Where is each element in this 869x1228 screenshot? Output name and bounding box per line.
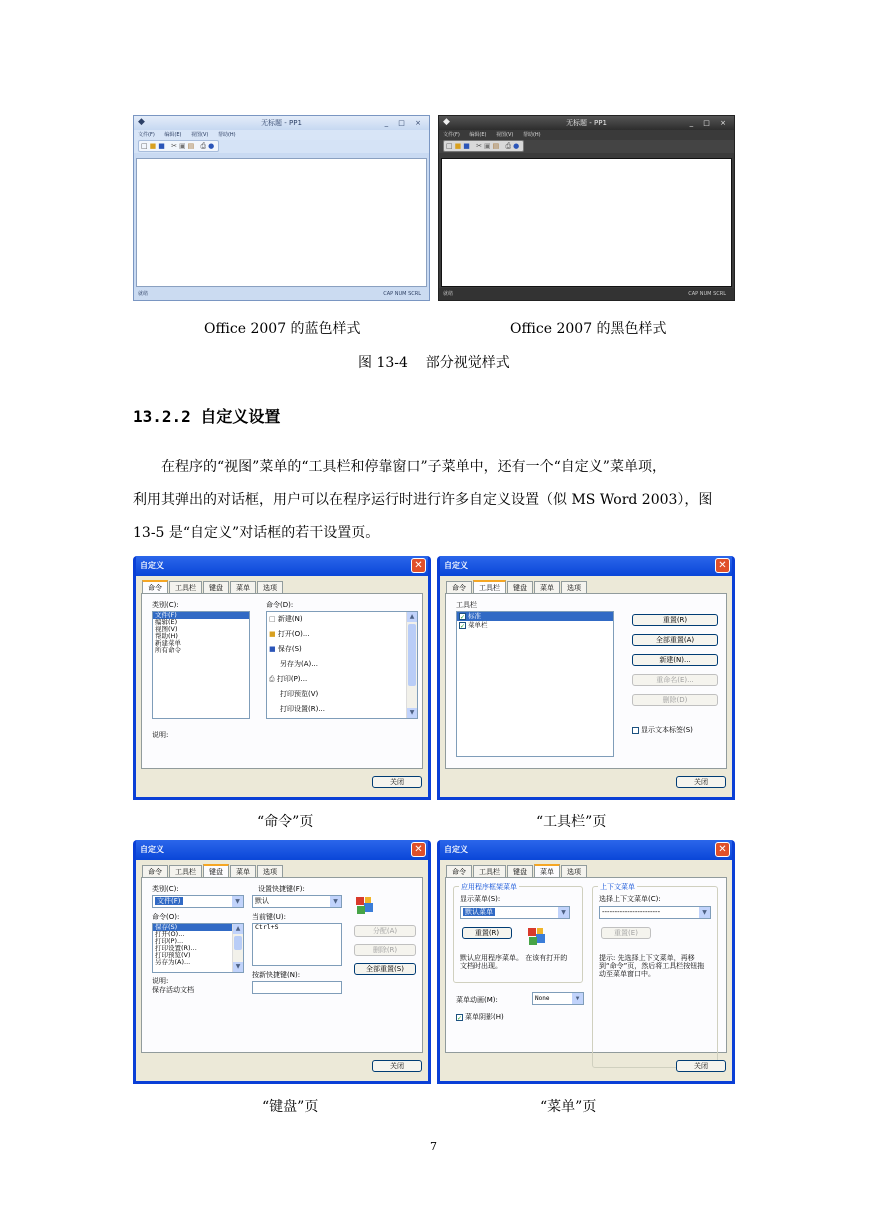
menu-help[interactable]: 帮助(H) xyxy=(522,132,541,138)
show-menus-select[interactable]: 默认菜单 ▼ xyxy=(460,906,570,919)
dialog-title: 自定义 xyxy=(444,561,468,570)
list-item[interactable]: 另存为(A)... xyxy=(155,958,191,966)
tab-toolbars[interactable]: 工具栏 xyxy=(473,580,506,595)
tab-toolbars[interactable]: 工具栏 xyxy=(169,581,202,594)
list-item[interactable]: 打印预览(V) xyxy=(280,690,319,698)
menu-file[interactable]: 文件(F) xyxy=(138,132,155,138)
dialog-body xyxy=(440,576,732,797)
app-logo-icon: ◆ xyxy=(138,117,145,127)
delete-button[interactable]: 删除(D) xyxy=(632,694,718,706)
list-item[interactable]: 文件(F) xyxy=(153,612,249,619)
new-shortcut-label: 按新快捷键(N): xyxy=(252,971,301,979)
status-indicators: CAP NUM SCRL xyxy=(383,291,421,297)
dialog-title-bar xyxy=(440,556,732,576)
app-logo-icon: ◆ xyxy=(443,117,450,127)
group-title: 上下文菜单 xyxy=(600,883,635,891)
category-label: 类别(C): xyxy=(152,885,179,893)
menu-edit[interactable]: 编辑(E) xyxy=(164,132,182,138)
window-controls[interactable]: _ □ × xyxy=(384,119,425,127)
toolbar xyxy=(134,140,429,153)
window-title-bar xyxy=(439,116,734,130)
context-menu-select[interactable]: ----------------------- ▼ xyxy=(599,906,711,919)
scroll-thumb[interactable] xyxy=(408,624,416,686)
caption-menus-page: “菜单”页 xyxy=(540,1099,597,1115)
current-keys-list[interactable] xyxy=(252,923,342,966)
caption-commands-page: “命令”页 xyxy=(257,814,314,830)
toolbar xyxy=(439,140,734,153)
status-bar xyxy=(134,288,429,300)
close-icon[interactable]: ✕ xyxy=(411,558,426,573)
cut-icon[interactable]: ✂ xyxy=(476,142,484,150)
caption-keyboard-page: “键盘”页 xyxy=(262,1099,319,1115)
reset-all-button[interactable]: 全部重置(A) xyxy=(632,634,718,646)
tab-commands[interactable]: 命令 xyxy=(446,581,472,594)
tab-page xyxy=(141,593,423,769)
tab-commands[interactable]: 命令 xyxy=(142,580,168,595)
print-icon[interactable]: ⎙ xyxy=(200,142,209,150)
menu-file[interactable]: 文件(F) xyxy=(443,132,460,138)
category-list[interactable] xyxy=(152,611,250,719)
save-icon[interactable]: ■ xyxy=(463,142,472,150)
dialog-title-bar xyxy=(136,556,428,576)
dialog-body xyxy=(136,860,428,1081)
tab-menus[interactable]: 菜单 xyxy=(534,864,560,879)
dialog-title-bar xyxy=(440,840,732,860)
description-label: 说明: xyxy=(152,731,169,739)
status-text: 就绪 xyxy=(138,291,149,297)
tab-menus[interactable]: 菜单 xyxy=(230,581,256,594)
tab-strip xyxy=(142,580,284,593)
customize-dialog-commands xyxy=(133,556,431,800)
reset-all-button[interactable]: 全部重置(S) xyxy=(354,963,416,975)
close-button[interactable]: 关闭 xyxy=(372,776,422,788)
open-icon[interactable]: ■ xyxy=(149,142,159,150)
category-label: 类别(C): xyxy=(152,601,179,609)
scroll-down-icon[interactable]: ▼ xyxy=(233,962,243,972)
list-item[interactable]: 视图(V) xyxy=(155,625,178,633)
page-number: 7 xyxy=(430,1140,437,1153)
show-menus-label: 显示菜单(S): xyxy=(460,895,501,903)
animation-select[interactable]: None ▼ xyxy=(532,992,584,1005)
client-area[interactable] xyxy=(136,158,427,287)
copy-icon[interactable]: ▣ xyxy=(178,142,188,150)
open-icon: ■ xyxy=(269,630,276,638)
assign-button[interactable]: 分配(A) xyxy=(354,925,416,937)
list-item[interactable]: 帮助(H) xyxy=(155,632,178,640)
office-blue-window xyxy=(133,115,430,301)
office-black-window xyxy=(438,115,735,301)
close-button[interactable]: 关闭 xyxy=(676,1060,726,1072)
tab-options[interactable]: 选项 xyxy=(257,581,283,594)
tab-commands[interactable]: 命令 xyxy=(446,865,472,878)
tab-strip xyxy=(446,580,588,593)
command-label: 命令(D): xyxy=(266,601,294,609)
toolbars-label: 工具栏 xyxy=(456,601,477,609)
window-title-bar xyxy=(134,116,429,130)
tab-toolbars[interactable]: 工具栏 xyxy=(169,865,202,878)
checkbox[interactable]: ✓ xyxy=(460,613,466,621)
copy-icon[interactable]: ▣ xyxy=(483,142,493,150)
tab-keyboard[interactable]: 键盘 xyxy=(507,581,533,594)
toolbars-list[interactable] xyxy=(456,611,614,757)
paragraph-line-3: 13-5 是“自定义”对话框的若干设置页。 xyxy=(133,525,380,541)
list-item[interactable]: 打印预览(V) xyxy=(155,951,191,959)
print-icon: ⎙ xyxy=(269,675,275,683)
open-icon[interactable]: ■ xyxy=(454,142,464,150)
tab-options[interactable]: 选项 xyxy=(257,865,283,878)
shortcut-for-label: 设置快捷键(F): xyxy=(258,885,305,893)
dialog-body xyxy=(440,860,732,1081)
about-icon[interactable]: ● xyxy=(513,142,522,150)
figure-caption: 图 13-4 部分视觉样式 xyxy=(358,355,510,371)
paste-icon[interactable]: ▤ xyxy=(187,142,197,150)
list-item[interactable]: 打开(O)... xyxy=(155,930,185,938)
list-item[interactable]: ⎙ 打印(P)... xyxy=(269,675,308,683)
status-bar xyxy=(439,288,734,300)
group-title: 应用程序框架菜单 xyxy=(461,883,517,891)
tab-strip xyxy=(142,864,284,877)
description-text: 保存活动文档 xyxy=(152,986,194,994)
list-item[interactable]: 保存(S) xyxy=(153,924,243,931)
category-select[interactable]: 文件(F) ▼ xyxy=(152,895,244,908)
command-list[interactable] xyxy=(266,611,418,719)
list-item[interactable]: 打印设置(R)... xyxy=(280,705,326,713)
paragraph-line-1: 在程序的“视图”菜单的“工具栏和停靠窗口”子菜单中，还有一个“自定义”菜单项， xyxy=(161,459,666,475)
chevron-down-icon[interactable]: ▼ xyxy=(330,896,341,907)
tab-menus[interactable]: 菜单 xyxy=(534,581,560,594)
window-title: 无标题 - PP1 xyxy=(566,119,607,127)
status-indicators: CAP NUM SCRL xyxy=(688,291,726,297)
window-title: 无标题 - PP1 xyxy=(261,119,302,127)
close-icon[interactable]: ✕ xyxy=(715,558,730,573)
window-controls[interactable]: _ □ × xyxy=(689,119,730,127)
cut-icon[interactable]: ✂ xyxy=(171,142,179,150)
scroll-up-icon[interactable]: ▲ xyxy=(407,612,417,622)
show-text-labels-option[interactable]: 显示文本标签(S) xyxy=(632,725,693,735)
caption-black-style: Office 2007 的黑色样式 xyxy=(510,321,667,337)
rename-button[interactable]: 重命名(E)... xyxy=(632,674,718,686)
scroll-down-icon[interactable]: ▼ xyxy=(407,708,417,718)
print-icon[interactable]: ⎙ xyxy=(505,142,514,150)
close-icon[interactable]: ✕ xyxy=(715,842,730,857)
dialog-title: 自定义 xyxy=(140,845,164,854)
menu-bar xyxy=(439,130,734,140)
new-icon: □ xyxy=(269,615,276,623)
paste-icon[interactable]: ▤ xyxy=(492,142,502,150)
chevron-down-icon[interactable]: ▼ xyxy=(699,907,710,918)
list-item[interactable]: 另存为(A)... xyxy=(280,660,318,668)
section-heading: 13.2.2 自定义设置 xyxy=(133,407,281,426)
menu-bar xyxy=(134,130,429,140)
tab-menus[interactable]: 菜单 xyxy=(230,865,256,878)
list-item[interactable]: ■ 打开(O)... xyxy=(269,630,310,638)
paragraph-line-2: 利用其弹出的对话框，用户可以在程序运行时进行许多自定义设置（似 MS Word 2003），图 xyxy=(133,492,713,508)
new-button[interactable]: 新建(N)... xyxy=(632,654,718,666)
tab-options[interactable]: 选项 xyxy=(561,581,587,594)
tab-page xyxy=(141,877,423,1053)
scrollbar[interactable] xyxy=(406,612,417,718)
new-shortcut-input[interactable] xyxy=(252,981,342,994)
list-item[interactable]: ■ 保存(S) xyxy=(269,645,302,653)
new-icon[interactable]: □ xyxy=(446,142,455,150)
customize-dialog-keyboard xyxy=(133,840,431,1084)
chevron-down-icon[interactable]: ▼ xyxy=(558,907,569,918)
customize-dialog-menus xyxy=(437,840,735,1084)
close-icon[interactable]: ✕ xyxy=(411,842,426,857)
remove-button[interactable]: 删除(R) xyxy=(354,944,416,956)
close-button[interactable]: 关闭 xyxy=(372,1060,422,1072)
dialog-title-bar xyxy=(136,840,428,860)
description-label: 说明: xyxy=(152,977,169,985)
tab-page xyxy=(445,593,727,769)
list-item[interactable]: ✓ 标准 xyxy=(457,612,613,621)
menu-edit[interactable]: 编辑(E) xyxy=(469,132,487,138)
list-item[interactable]: 所有命令 xyxy=(155,646,181,654)
customize-dialog-toolbars xyxy=(437,556,735,800)
app-menu-note: 默认应用程序菜单。 在该有打开的文档时出现。 xyxy=(460,954,568,970)
close-button[interactable]: 关闭 xyxy=(676,776,726,788)
context-note: 提示: 先选择上下文菜单，再移到“命令”页，然后将工具栏按钮拖动至菜单窗口中。 xyxy=(599,954,705,978)
checkbox[interactable]: ✓ xyxy=(457,1014,463,1022)
new-icon[interactable]: □ xyxy=(141,142,150,150)
animation-label: 菜单动画(M): xyxy=(456,996,498,1004)
tab-keyboard[interactable]: 键盘 xyxy=(507,865,533,878)
about-icon[interactable]: ● xyxy=(208,142,217,150)
context-reset-button[interactable]: 重置(E) xyxy=(601,927,651,939)
shortcut-for-select[interactable]: 默认 ▼ xyxy=(252,895,342,908)
save-icon[interactable]: ■ xyxy=(158,142,167,150)
tab-keyboard[interactable]: 键盘 xyxy=(203,581,229,594)
scroll-up-icon[interactable]: ▲ xyxy=(233,924,243,934)
tab-page xyxy=(445,877,727,1053)
list-item[interactable]: 打印(P)... xyxy=(155,937,184,945)
tab-toolbars[interactable]: 工具栏 xyxy=(473,865,506,878)
caption-blue-style: Office 2007 的蓝色样式 xyxy=(204,321,361,337)
scrollbar[interactable] xyxy=(232,924,243,972)
menu-shadow-option[interactable]: ✓ 菜单阴影(H) xyxy=(457,1013,504,1022)
commands-list[interactable] xyxy=(152,923,244,973)
app-frame-menus-group xyxy=(453,883,583,983)
menu-view[interactable]: 视图(V) xyxy=(191,132,209,138)
cubes-icon xyxy=(526,926,548,948)
select-context-label: 选择上下文菜单(C): xyxy=(599,895,661,903)
reset-button[interactable]: 重置(R) xyxy=(462,927,512,939)
menu-help[interactable]: 帮助(H) xyxy=(217,132,236,138)
cubes-icon xyxy=(354,895,376,917)
client-area[interactable] xyxy=(441,158,732,287)
list-item[interactable]: Ctrl+S xyxy=(255,923,279,931)
list-item[interactable]: ✓ 菜单栏 xyxy=(460,621,488,630)
list-item[interactable]: 打印设置(R)... xyxy=(155,944,197,952)
chevron-down-icon[interactable]: ▼ xyxy=(572,993,583,1004)
status-text: 就绪 xyxy=(443,291,454,297)
save-icon: ■ xyxy=(269,645,276,653)
tab-strip xyxy=(446,864,588,877)
commands-label: 命令(O): xyxy=(152,913,180,921)
chevron-down-icon[interactable]: ▼ xyxy=(232,896,243,907)
checkbox[interactable]: ✓ xyxy=(460,622,466,630)
scroll-thumb[interactable] xyxy=(234,936,242,950)
list-item[interactable]: 新建菜单 xyxy=(155,639,181,647)
dialog-title: 自定义 xyxy=(140,561,164,570)
dialog-title: 自定义 xyxy=(444,845,468,854)
menu-view[interactable]: 视图(V) xyxy=(496,132,514,138)
tab-keyboard[interactable]: 键盘 xyxy=(203,864,229,879)
current-keys-label: 当前键(U): xyxy=(252,913,286,921)
tab-options[interactable]: 选项 xyxy=(561,865,587,878)
list-item[interactable]: □ 新建(N) xyxy=(269,615,303,623)
checkbox[interactable] xyxy=(632,727,639,734)
list-item[interactable]: 编辑(E) xyxy=(155,618,178,626)
context-menus-group xyxy=(592,883,718,1068)
reset-button[interactable]: 重置(R) xyxy=(632,614,718,626)
dialog-body xyxy=(136,576,428,797)
caption-toolbars-page: “工具栏”页 xyxy=(536,814,607,830)
tab-commands[interactable]: 命令 xyxy=(142,865,168,878)
